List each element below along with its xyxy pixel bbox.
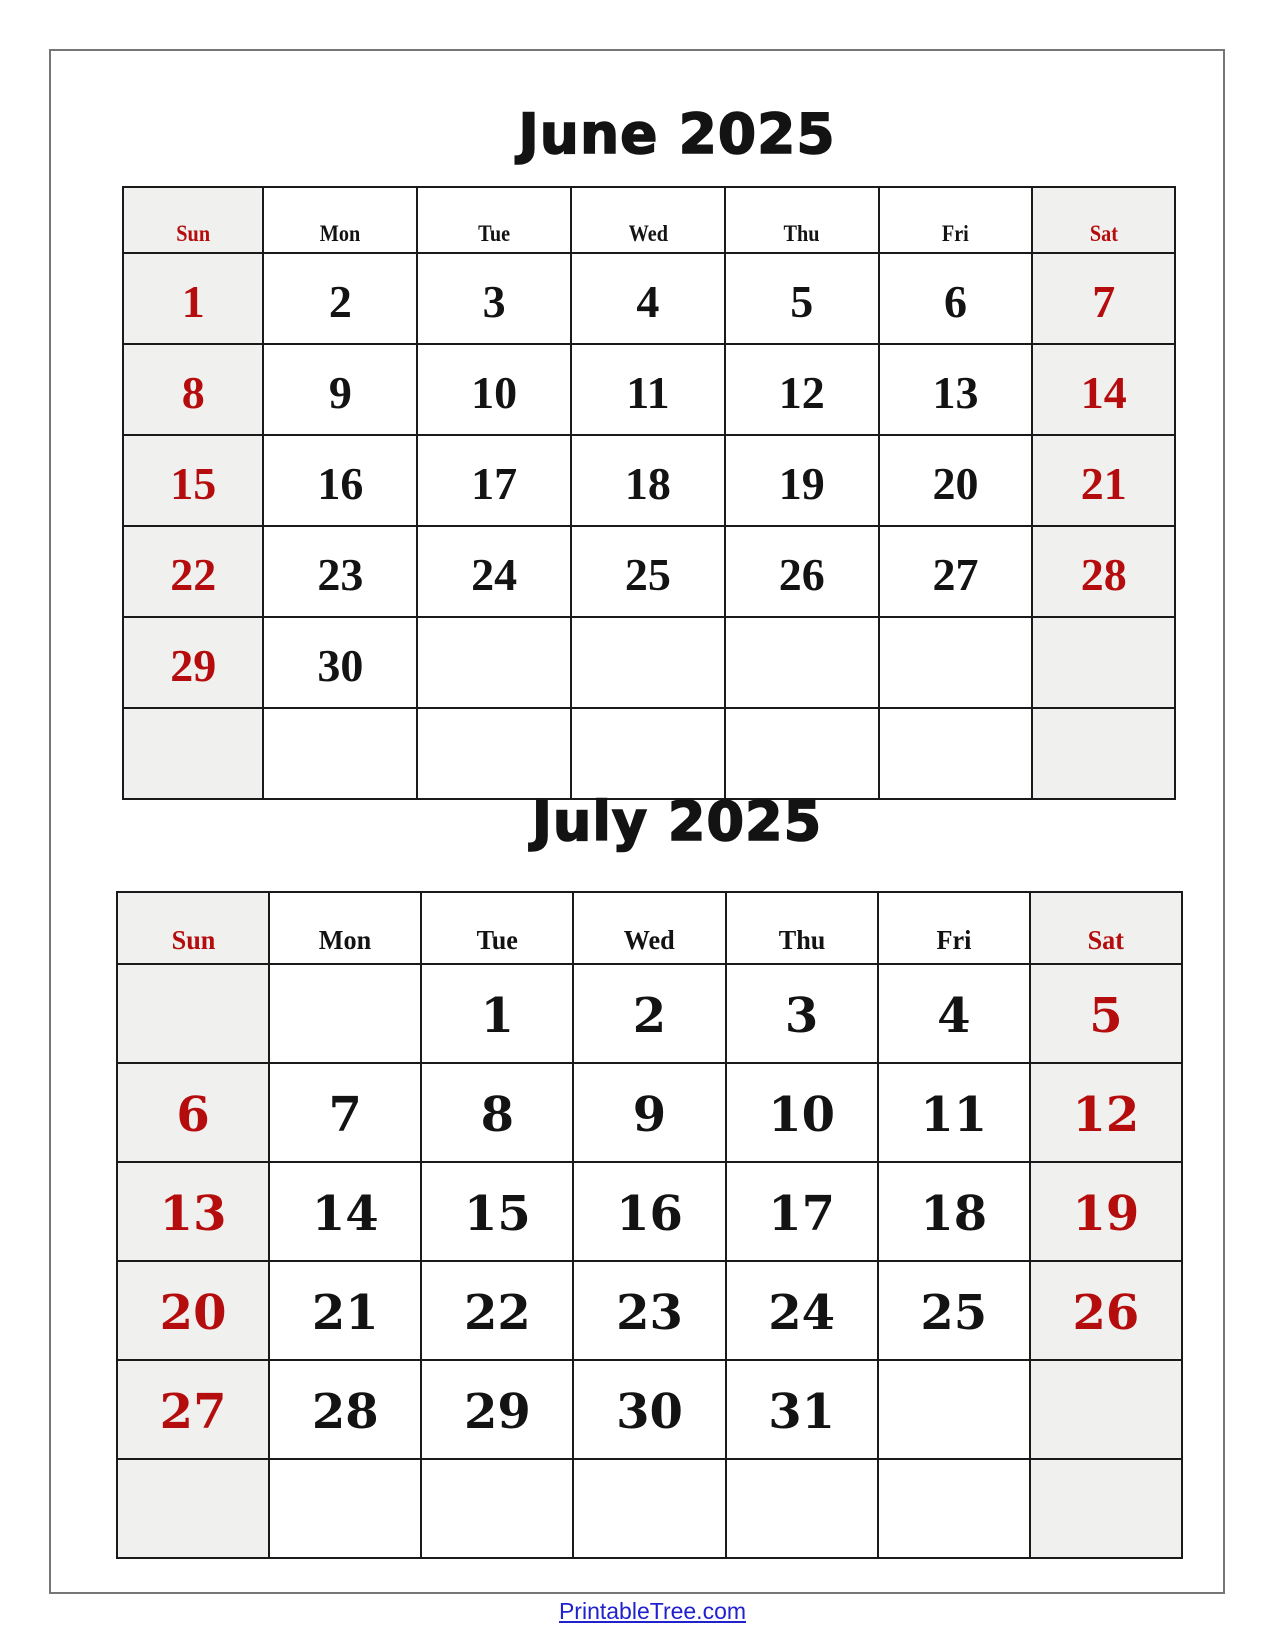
weekday-header-row (123, 187, 1175, 253)
week-row (123, 617, 1175, 708)
week-row (123, 708, 1175, 799)
day-cell-22: 22 (123, 526, 263, 617)
weekday-header-wed (573, 892, 725, 964)
weekday-header-row (117, 892, 1182, 964)
weekday-header-mon (263, 187, 417, 253)
day-cell-20: 20 (117, 1261, 269, 1360)
day-cell-empty (726, 1459, 878, 1558)
weekday-header-thu (726, 892, 878, 964)
day-cell-28: 28 (269, 1360, 421, 1459)
week-row (123, 344, 1175, 435)
day-cell-empty (117, 964, 269, 1063)
day-cell-5: 5 (1030, 964, 1182, 1063)
day-cell-16: 16 (573, 1162, 725, 1261)
day-cell-empty (571, 617, 725, 708)
day-cell-empty (571, 708, 725, 799)
weekday-header-sun (123, 187, 263, 253)
weekday-label: Tue (476, 925, 518, 955)
week-row (123, 526, 1175, 617)
day-cell-17: 17 (726, 1162, 878, 1261)
day-cell-empty (878, 1459, 1030, 1558)
weekday-label: Sat (1089, 221, 1118, 246)
weekday-header-sat (1032, 187, 1175, 253)
day-cell-18: 18 (571, 435, 725, 526)
week-row (123, 435, 1175, 526)
day-cell-19: 19 (1030, 1162, 1182, 1261)
week-row (117, 1459, 1182, 1558)
weekday-header-tue (417, 187, 571, 253)
day-cell-3: 3 (417, 253, 571, 344)
day-cell-empty (263, 708, 417, 799)
weekday-label: Sun (176, 221, 211, 246)
weekday-label: Sat (1087, 925, 1125, 955)
printabletree-link[interactable]: PrintableTree.com (558, 1598, 747, 1624)
day-cell-2: 2 (573, 964, 725, 1063)
day-cell-empty (269, 964, 421, 1063)
weekday-header-mon (269, 892, 421, 964)
day-cell-9: 9 (263, 344, 417, 435)
june-calendar-grid (122, 186, 1176, 800)
day-cell-21: 21 (1032, 435, 1175, 526)
day-cell-10: 10 (726, 1063, 878, 1162)
june-calendar (122, 186, 1176, 753)
july-calendar (116, 891, 1183, 1509)
day-cell-26: 26 (725, 526, 879, 617)
weekday-label: Sun (171, 925, 215, 955)
day-cell-2: 2 (263, 253, 417, 344)
day-cell-25: 25 (571, 526, 725, 617)
footer (30, 1597, 1275, 1625)
day-cell-1: 1 (421, 964, 573, 1063)
day-cell-8: 8 (123, 344, 263, 435)
day-cell-12: 12 (725, 344, 879, 435)
day-cell-17: 17 (417, 435, 571, 526)
day-cell-empty (417, 708, 571, 799)
day-cell-empty (725, 617, 879, 708)
day-cell-30: 30 (263, 617, 417, 708)
day-cell-23: 23 (263, 526, 417, 617)
day-cell-30: 30 (573, 1360, 725, 1459)
july-month-title: July 2025 (531, 790, 823, 853)
day-cell-10: 10 (417, 344, 571, 435)
day-cell-24: 24 (417, 526, 571, 617)
day-cell-1: 1 (123, 253, 263, 344)
day-cell-15: 15 (123, 435, 263, 526)
day-cell-empty (1032, 708, 1175, 799)
weekday-header-sat (1030, 892, 1182, 964)
weekday-label: Mon (320, 221, 361, 246)
day-cell-5: 5 (725, 253, 879, 344)
day-cell-11: 11 (571, 344, 725, 435)
day-cell-13: 13 (117, 1162, 269, 1261)
week-row (117, 1360, 1182, 1459)
day-cell-11: 11 (878, 1063, 1030, 1162)
weekday-label: Mon (319, 925, 372, 955)
day-cell-4: 4 (878, 964, 1030, 1063)
day-cell-6: 6 (879, 253, 1033, 344)
day-cell-31: 31 (726, 1360, 878, 1459)
weekday-label: Tue (478, 221, 511, 246)
day-cell-4: 4 (571, 253, 725, 344)
week-row (117, 1261, 1182, 1360)
day-cell-27: 27 (879, 526, 1033, 617)
day-cell-empty (878, 1360, 1030, 1459)
weekday-label: Wed (624, 925, 675, 955)
weekday-header-thu (725, 187, 879, 253)
day-cell-19: 19 (725, 435, 879, 526)
weekday-label: Fri (942, 221, 970, 246)
day-cell-empty (1032, 617, 1175, 708)
day-cell-6: 6 (117, 1063, 269, 1162)
day-cell-empty (573, 1459, 725, 1558)
day-cell-empty (421, 1459, 573, 1558)
day-cell-9: 9 (573, 1063, 725, 1162)
day-cell-21: 21 (269, 1261, 421, 1360)
week-row (117, 1063, 1182, 1162)
weekday-label: Thu (783, 221, 820, 246)
day-cell-29: 29 (421, 1360, 573, 1459)
day-cell-empty (117, 1459, 269, 1558)
day-cell-13: 13 (879, 344, 1033, 435)
day-cell-7: 7 (1032, 253, 1175, 344)
weekday-header-fri (878, 892, 1030, 964)
weekday-label: Fri (936, 925, 972, 955)
june-month-title: June 2025 (518, 102, 836, 166)
day-cell-26: 26 (1030, 1261, 1182, 1360)
week-row (117, 1162, 1182, 1261)
day-cell-15: 15 (421, 1162, 573, 1261)
day-cell-14: 14 (1032, 344, 1175, 435)
weekday-label: Wed (628, 221, 668, 246)
day-cell-empty (417, 617, 571, 708)
day-cell-empty (879, 708, 1033, 799)
week-row (117, 964, 1182, 1063)
day-cell-18: 18 (878, 1162, 1030, 1261)
day-cell-24: 24 (726, 1261, 878, 1360)
day-cell-7: 7 (269, 1063, 421, 1162)
day-cell-empty (123, 708, 263, 799)
day-cell-empty (269, 1459, 421, 1558)
weekday-header-sun (117, 892, 269, 964)
day-cell-8: 8 (421, 1063, 573, 1162)
day-cell-29: 29 (123, 617, 263, 708)
day-cell-28: 28 (1032, 526, 1175, 617)
weekday-label: Thu (778, 925, 825, 955)
day-cell-empty (1030, 1360, 1182, 1459)
day-cell-empty (879, 617, 1033, 708)
weekday-header-tue (421, 892, 573, 964)
day-cell-25: 25 (878, 1261, 1030, 1360)
day-cell-20: 20 (879, 435, 1033, 526)
weekday-header-fri (879, 187, 1033, 253)
weekday-header-wed (571, 187, 725, 253)
day-cell-3: 3 (726, 964, 878, 1063)
day-cell-23: 23 (573, 1261, 725, 1360)
day-cell-empty (725, 708, 879, 799)
day-cell-empty (1030, 1459, 1182, 1558)
day-cell-16: 16 (263, 435, 417, 526)
july-calendar-grid (116, 891, 1183, 1559)
day-cell-14: 14 (269, 1162, 421, 1261)
day-cell-12: 12 (1030, 1063, 1182, 1162)
day-cell-27: 27 (117, 1360, 269, 1459)
week-row (123, 253, 1175, 344)
day-cell-22: 22 (421, 1261, 573, 1360)
